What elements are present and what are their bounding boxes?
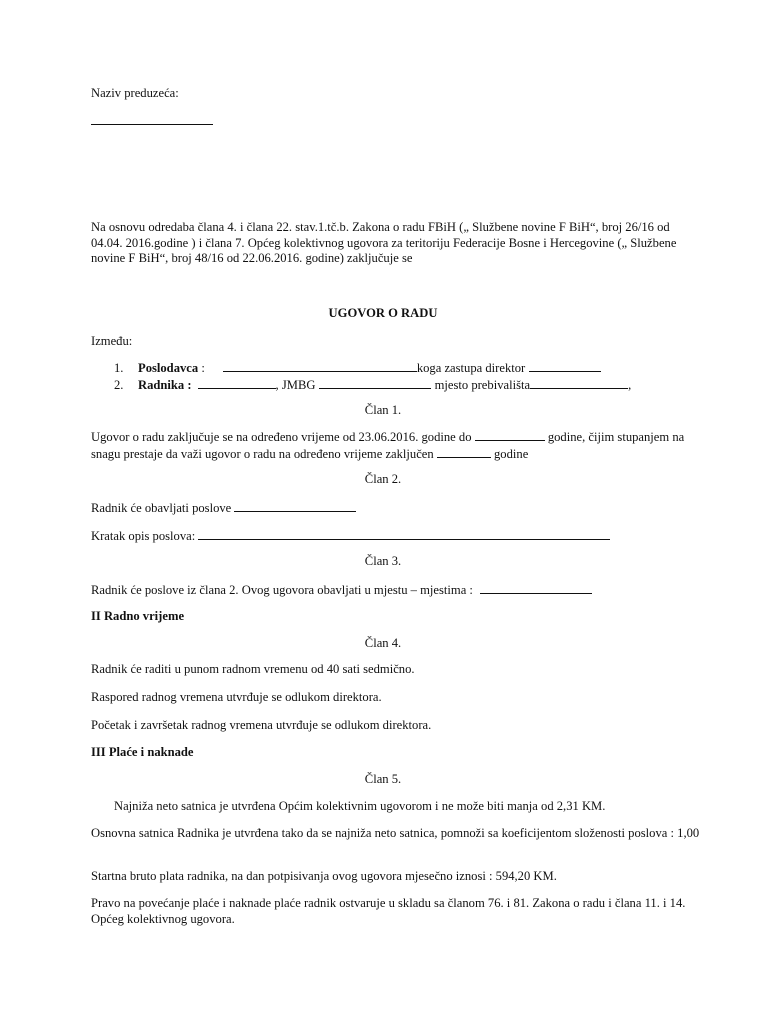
- article-1-heading: Član 1.: [364, 403, 402, 417]
- min-rate-line: Najniža neto satnica je utvrđena Općim kolektivnim ugovorom i ne može biti manja od 2,31 KM.: [114, 799, 606, 813]
- section-2-title: II Radno vrijeme: [91, 609, 185, 623]
- employer-name-blank[interactable]: [223, 360, 417, 372]
- schedule-line: Raspored radnog vremena utvrđuje se odlukom direktora.: [91, 690, 382, 704]
- contract-title: UGOVOR O RADU: [328, 306, 438, 320]
- section-3-title: III Plaće i naknade: [91, 745, 194, 759]
- place-line: [91, 582, 681, 599]
- prior-contract-date-blank[interactable]: [437, 446, 491, 458]
- description-label: Kratak opis poslova:: [91, 529, 196, 543]
- residence-label: mjesto prebivališta: [431, 378, 531, 392]
- duties-line: [91, 500, 681, 517]
- duties-blank[interactable]: [234, 500, 356, 512]
- article-3-heading: Član 3.: [364, 554, 402, 568]
- director-name-blank[interactable]: [529, 360, 601, 372]
- work-hours-line: Radnik će raditi u punom radnom vremenu od 40 sati sedmično.: [91, 662, 415, 676]
- residence-blank[interactable]: [530, 377, 628, 389]
- end-comma: ,: [628, 378, 632, 392]
- employer-label: Poslodavca: [138, 361, 199, 375]
- employee-label: Radnika :: [138, 378, 192, 392]
- starting-salary-line: Startna bruto plata radnika, na dan potpisivanja ovog ugovora mjesečno iznosi : 594,20 KM.: [91, 869, 557, 883]
- company-name-label: Naziv preduzeća:: [91, 86, 179, 100]
- party-employee: [114, 377, 631, 394]
- article-2-heading: Član 2.: [364, 472, 402, 486]
- list-number: 1.: [114, 361, 124, 375]
- between-label: Između:: [91, 334, 133, 348]
- start-end-line: Početak i završetak radnog vremena utvrđuje se odlukom direktora.: [91, 718, 432, 732]
- article-4-heading: Član 4.: [364, 636, 402, 650]
- end-date-blank[interactable]: [475, 429, 545, 441]
- place-label: Radnik će poslove iz člana 2. Ovog ugovora obavljati u mjestu – mjestima :: [91, 583, 473, 597]
- list-number: 2.: [114, 378, 124, 392]
- employer-colon: :: [198, 361, 205, 375]
- article-1-text: [91, 429, 703, 462]
- duties-label: Radnik će obavljati poslove: [91, 501, 232, 515]
- base-rate-line: Osnovna satnica Radnika je utvrđena tako da se najniža neto satnica, pomnoži sa koeficijentom složenosti poslova : 1,00: [91, 826, 700, 840]
- article-5-heading: Član 5.: [364, 772, 402, 786]
- article-1-text-c: godine: [490, 446, 529, 461]
- intro-paragraph: Na osnovu odredaba člana 4. i člana 22. stav.1.tč.b. Zakona o radu FBiH („ Službene novine F BiH“, broj 26/16 od 04.04. 2016.godine ) i člana 7. Općeg kolektivnog ugovora za teritoriju Federacije Bosne i Hercegovine („ Službene novine F BiH“, broj 48/16 od 22.06.2016. godine) zaključuje se: [91, 220, 677, 266]
- jmbg-label: , JMBG: [275, 378, 316, 392]
- description-blank[interactable]: [198, 528, 610, 540]
- company-name-blank[interactable]: [91, 113, 213, 125]
- description-line: [91, 528, 681, 545]
- raise-line: Pravo na povećanje plaće i naknade plaće radnik ostvaruje u skladu sa članom 76. i 81. Zakona o radu i člana 11. i 14. Općeg kolektivnog ugovora.: [91, 896, 686, 926]
- article-1-text-a: Ugovor o radu zaključuje se na određeno vrijeme od 23.06.2016. godine do: [91, 430, 472, 444]
- party-employer: [114, 360, 601, 377]
- article-1-text-b: godine, čijim stupanjem na snagu prestaje da važi ugovor o radu na određeno vrijeme zaključen: [91, 430, 685, 461]
- employer-rest: koga zastupa direktor: [416, 361, 526, 375]
- place-blank[interactable]: [480, 582, 592, 594]
- jmbg-blank[interactable]: [319, 377, 431, 389]
- employee-name-blank[interactable]: [198, 377, 276, 389]
